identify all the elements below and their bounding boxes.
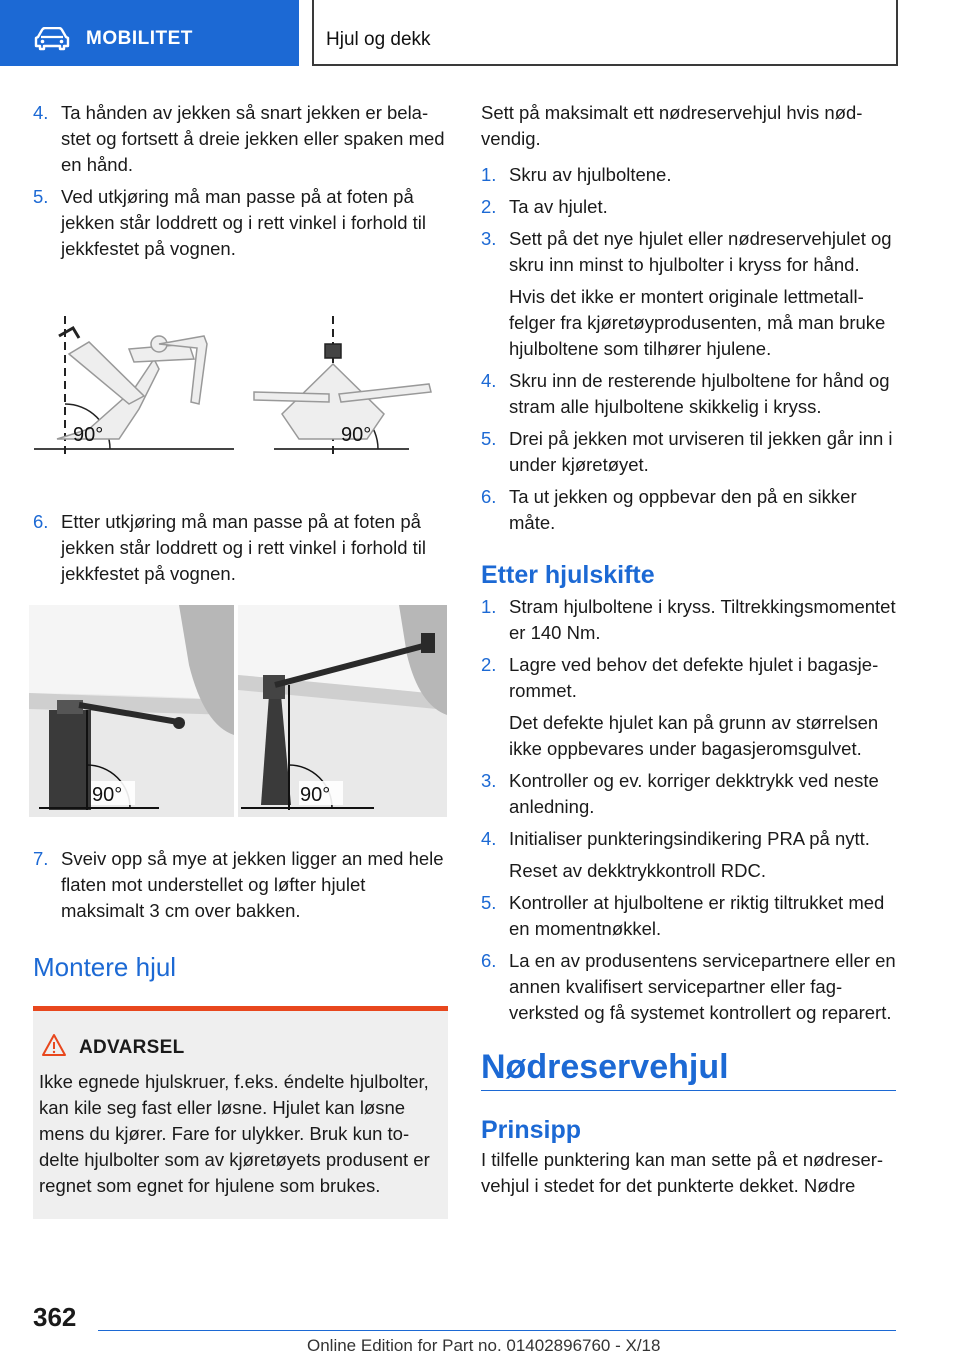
list-item bbox=[481, 162, 896, 188]
step-text: Drei på jekken mot urviseren til jekken går inn i under kjøretøyet. bbox=[509, 428, 893, 475]
angle-label: 90° bbox=[341, 424, 372, 446]
chapter-heading: Nødreservehjul bbox=[481, 1048, 729, 1086]
step-number: 6. bbox=[481, 950, 497, 971]
step-text: Initialiser punkteringsindikering PRA på nytt. bbox=[509, 828, 870, 849]
step-text: Skru av hjulboltene. bbox=[509, 164, 672, 185]
steps-list-b bbox=[481, 594, 896, 1026]
step-number: 2. bbox=[481, 196, 497, 217]
jack-photo-illustration bbox=[29, 605, 447, 817]
warning-triangle-icon bbox=[41, 1033, 67, 1057]
step-number: 3. bbox=[481, 770, 497, 791]
step-text: Sett på det nye hjulet eller nødreservehjulet og skru inn minst to hjulbolter i kryss for hånd. bbox=[509, 228, 892, 275]
page-title: Hjul og dekk bbox=[326, 29, 431, 50]
step-number: 6. bbox=[481, 486, 497, 507]
step-text: Sveiv opp så mye at jekken ligger an med hele flaten mot understellet og løfter hjulet maksimalt 3 cm over bakken. bbox=[61, 848, 444, 921]
right-column bbox=[481, 100, 896, 1199]
list-item bbox=[481, 652, 896, 762]
step-text: Stram hjulboltene i kryss. Tiltrekkingsmomentet er 140 Nm. bbox=[509, 596, 896, 643]
prinsipp-paragraph: I tilfelle punktering kan man sette på et nødreservehjul i stedet for det punkterte dekket. Nødre bbox=[481, 1149, 884, 1196]
warning-box bbox=[33, 1006, 448, 1219]
step-text: La en av produsentens servicepartnere eller en annen kvalifisert servicepartner eller fagverksted og få systemet kontrollert og reparert. bbox=[509, 950, 896, 1023]
footer-divider bbox=[98, 1330, 896, 1331]
step-text: Ta ut jekken og oppbevar den på en sikker måte. bbox=[509, 486, 857, 533]
list-item bbox=[481, 368, 896, 420]
list-item bbox=[481, 768, 896, 820]
list-item bbox=[481, 948, 896, 1026]
step-number: 3. bbox=[481, 228, 497, 249]
step-number: 2. bbox=[481, 654, 497, 675]
step-text: Kontroller at hjulboltene er riktig tiltrukket med en momentnøkkel. bbox=[509, 892, 885, 939]
page-title-box bbox=[312, 0, 898, 66]
section-heading: Montere hjul bbox=[33, 952, 177, 982]
section-label: MOBILITET bbox=[86, 28, 193, 49]
step-number: 5. bbox=[481, 428, 497, 449]
step-text: Ta av hjulet. bbox=[509, 196, 608, 217]
angle-label: 90° bbox=[300, 784, 331, 806]
footer-edition bbox=[307, 1336, 660, 1356]
warning-title: ADVARSEL bbox=[79, 1037, 185, 1058]
heading-divider bbox=[481, 1090, 896, 1091]
steps-list-a bbox=[481, 162, 896, 536]
edition-text: Online Edition for Part no. 01402896760 - X/18 bbox=[307, 1336, 661, 1355]
step-number: 1. bbox=[481, 596, 497, 617]
jack-photo-figure bbox=[29, 605, 448, 824]
list-item bbox=[33, 100, 448, 178]
step-number: 1. bbox=[481, 164, 497, 185]
subsection-heading: Prinsipp bbox=[481, 1116, 582, 1144]
step-text: Ved utkjøring må man passe på at foten på jekken står loddrett og i rett vinkel i forhold til jekkfestet på vognen. bbox=[61, 186, 427, 259]
list-item bbox=[33, 846, 448, 924]
step-text: Ta hånden av jekken så snart jekken er belastet og fortsett å dreie jekken eller spaken med en hånd. bbox=[61, 102, 445, 175]
list-item bbox=[481, 194, 896, 220]
left-column bbox=[33, 100, 448, 1219]
step-text: Skru inn de resterende hjulboltene for hånd og stram alle hjulboltene skikkelig i kryss. bbox=[509, 370, 890, 417]
step-number: 6. bbox=[33, 511, 49, 532]
step-number: 4. bbox=[481, 828, 497, 849]
list-item bbox=[481, 484, 896, 536]
step-note: Reset av dekktrykkontroll RDC. bbox=[509, 860, 767, 881]
car-icon bbox=[34, 27, 70, 51]
step-number: 7. bbox=[33, 848, 49, 869]
list-item bbox=[481, 890, 896, 942]
step-number: 4. bbox=[33, 102, 49, 123]
step-note: Hvis det ikke er montert originale lettmetallfelger fra kjøretøyprodusenten, må man bruke hjulboltene som tilhører hjulene. bbox=[509, 286, 886, 359]
section-heading: Etter hjulskifte bbox=[481, 561, 655, 589]
step-number: 5. bbox=[481, 892, 497, 913]
angle-label: 90° bbox=[73, 424, 104, 446]
list-item bbox=[481, 426, 896, 478]
list-item bbox=[481, 226, 896, 362]
list-item bbox=[33, 184, 448, 262]
warning-text: Ikke egnede hjulskruer, f.eks. éndelte hjulbolter, kan kile seg fast eller løsne. Hjulet kan løsne mens du kjører. Fare for ulykker. Bruk kun todelte hjulbolter som av kjøretøyets produsent er regnet som egnet for hjulene som brukes. bbox=[39, 1071, 430, 1196]
step-number: 5. bbox=[33, 186, 49, 207]
list-item bbox=[481, 826, 896, 884]
jack-angle-figure bbox=[29, 314, 448, 471]
step-text: Etter utkjøring må man passe på at foten på jekken står loddrett og i rett vinkel i forhold til jekkfestet på vognen. bbox=[61, 511, 427, 584]
list-item bbox=[33, 509, 448, 587]
page-header bbox=[0, 0, 960, 66]
page-number: 362 bbox=[33, 1302, 77, 1332]
step-text: Kontroller og ev. korriger dekktrykk ved neste anledning. bbox=[509, 770, 879, 817]
step-note: Det defekte hjulet kan på grunn av størrelsen ikke oppbevares under bagasjeromsgulvet. bbox=[509, 712, 879, 759]
jack-diagram-illustration bbox=[29, 314, 444, 464]
step-number: 4. bbox=[481, 370, 497, 391]
list-item bbox=[481, 594, 896, 646]
angle-label: 90° bbox=[92, 784, 123, 806]
section-tab bbox=[0, 0, 299, 66]
step-text: Lagre ved behov det defekte hjulet i bagasjerommet. bbox=[509, 654, 879, 701]
intro-paragraph: Sett på maksimalt ett nødreservehjul hvis nødvendig. bbox=[481, 102, 863, 149]
